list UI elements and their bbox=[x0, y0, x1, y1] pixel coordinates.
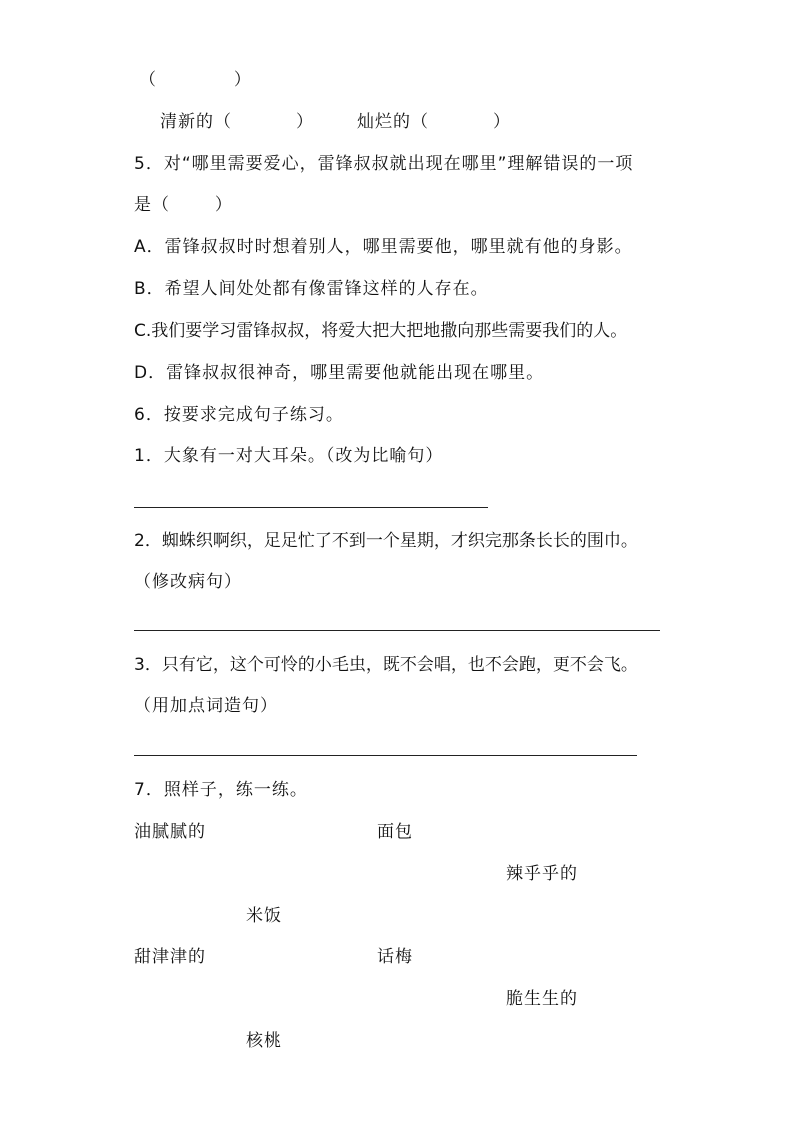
option-a: A．雷锋叔叔时时想着别人，哪里需要他，哪里就有他的身影。 bbox=[134, 237, 633, 257]
word-crisp: 脆生生的 bbox=[506, 989, 578, 1009]
word-spicy: 辣乎乎的 bbox=[506, 864, 578, 884]
option-d: D．雷锋叔叔很神奇，哪里需要他就能出现在哪里。 bbox=[134, 363, 545, 383]
question-6: 6．按要求完成句子练习。 bbox=[134, 405, 344, 425]
answer-line-1[interactable] bbox=[134, 507, 488, 508]
option-b: B．希望人间处处都有像雷锋这样的人存在。 bbox=[134, 279, 489, 299]
question-6-item-2: 2．蜘蛛织啊织，足足忙了不到一个星期，才织完那条长长的围巾。 bbox=[134, 531, 638, 551]
question-6-item-2-note: （修改病句） bbox=[134, 572, 242, 592]
word-walnut: 核桃 bbox=[246, 1031, 282, 1051]
question-5: 5．对“哪里需要爱心，雷锋叔叔就出现在哪里”理解错误的一项 bbox=[134, 154, 634, 174]
question-5-cont: 是（ ） bbox=[134, 195, 233, 215]
answer-line-3[interactable] bbox=[134, 755, 637, 756]
answer-parenthesis: （ ） bbox=[139, 70, 252, 90]
answer-line-2[interactable] bbox=[134, 630, 660, 631]
word-bread: 面包 bbox=[377, 822, 413, 842]
option-c: C.我们要学习雷锋叔叔，将爱大把大把地撒向那些需要我们的人。 bbox=[134, 321, 628, 341]
question-6-item-3: 3．只有它，这个可怜的小毛虫，既不会唱，也不会跑，更不会飞。 bbox=[134, 655, 638, 675]
fill-blank-bright: 灿烂的（ ） bbox=[357, 112, 512, 132]
word-rice: 米饭 bbox=[246, 906, 282, 926]
word-greasy: 油腻腻的 bbox=[134, 822, 206, 842]
question-7: 7．照样子，练一练。 bbox=[134, 780, 308, 800]
question-6-item-1: 1．大象有一对大耳朵。（改为比喻句） bbox=[134, 446, 444, 466]
fill-blank-fresh: 清新的（ ） bbox=[160, 112, 315, 132]
word-plum: 话梅 bbox=[377, 947, 413, 967]
word-sweet: 甜津津的 bbox=[134, 947, 206, 967]
question-6-item-3-note: （用加点词造句） bbox=[134, 696, 278, 716]
